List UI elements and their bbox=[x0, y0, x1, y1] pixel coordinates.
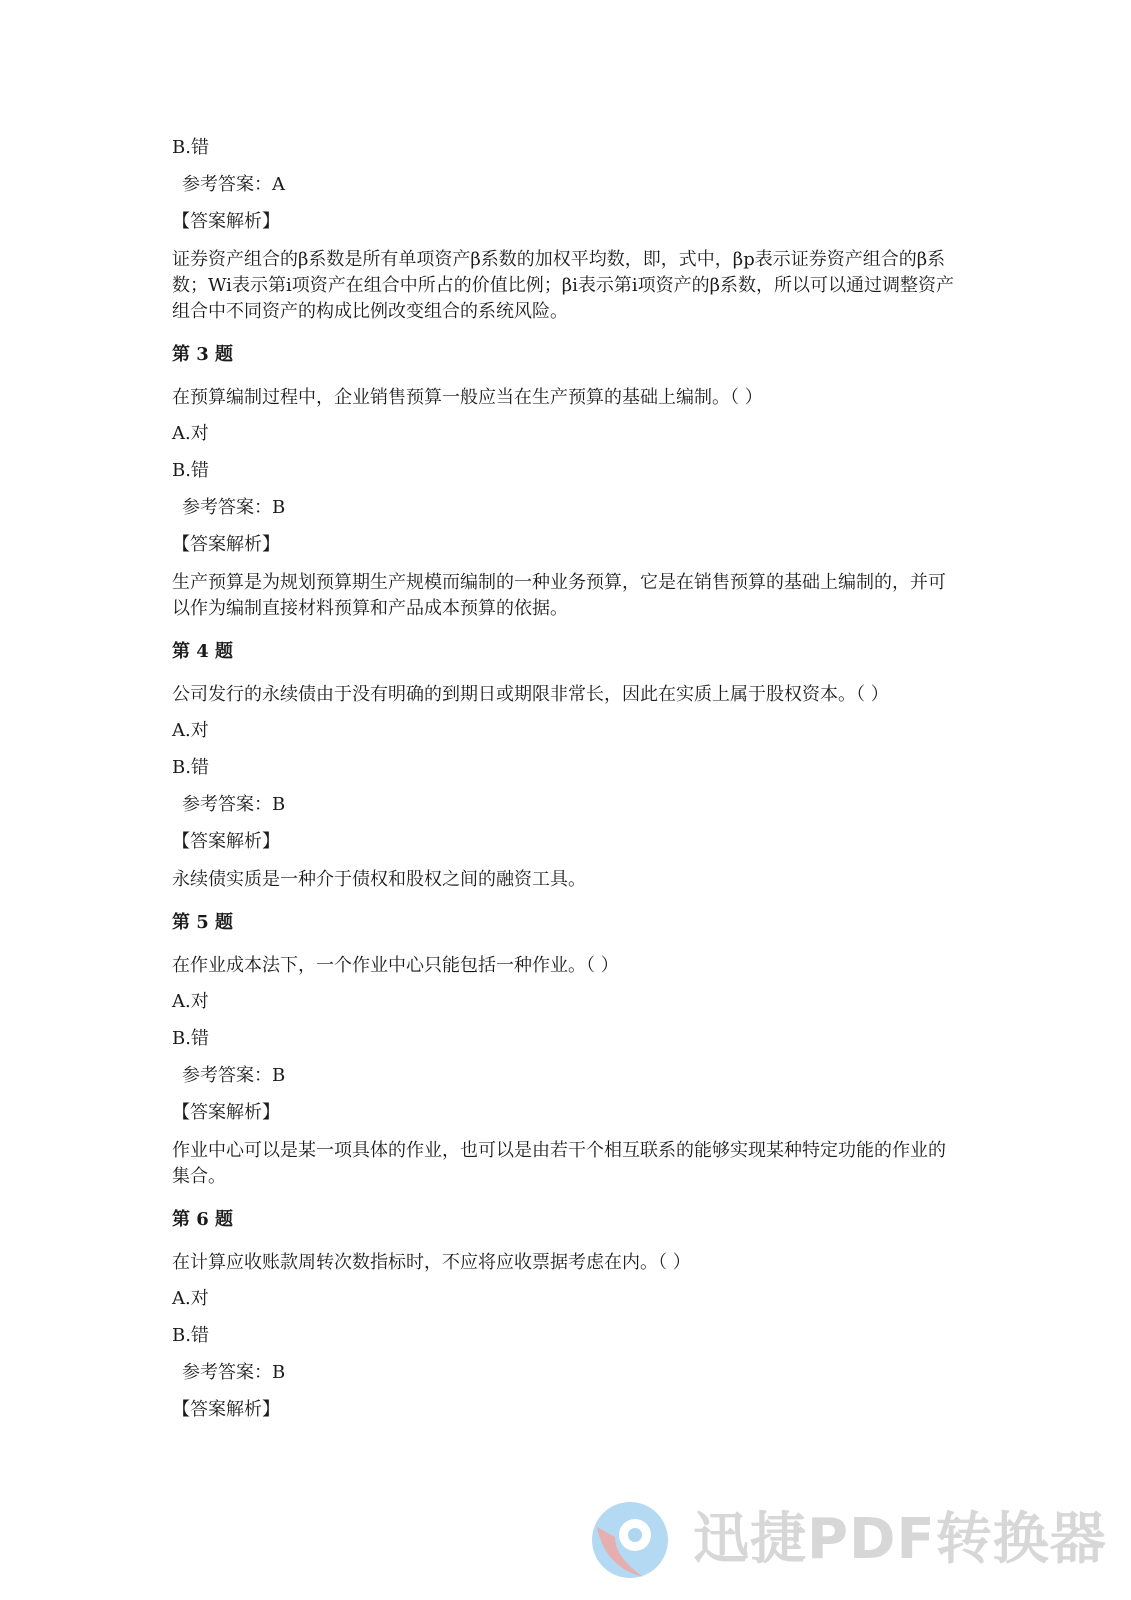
question-title: 第 6 题 bbox=[172, 1209, 234, 1230]
reference-answer: 参考答案：B bbox=[182, 497, 286, 518]
question-text: 在作业成本法下，一个作业中心只能包括一种作业。（ ） bbox=[172, 955, 619, 976]
question-text: 在预算编制过程中，企业销售预算一般应当在生产预算的基础上编制。（ ） bbox=[172, 387, 763, 408]
question-3 bbox=[172, 343, 962, 622]
question-5 bbox=[172, 911, 962, 1190]
watermark bbox=[585, 1497, 1105, 1583]
question-text: 公司发行的永续债由于没有明确的到期日或期限非常长，因此在实质上属于股权资本。（ ） bbox=[172, 684, 889, 705]
option-a: A.对 bbox=[172, 991, 209, 1012]
reference-answer: 参考答案：B bbox=[182, 1065, 286, 1086]
analysis-text: 作业中心可以是某一项具体的作业，也可以是由若干个相互联系的能够实现某种特定功能的作业的集合。 bbox=[172, 1140, 946, 1187]
reference-answer: 参考答案：B bbox=[182, 794, 286, 815]
analysis-text: 永续债实质是一种介于债权和股权之间的融资工具。 bbox=[172, 869, 586, 890]
option-a: A.对 bbox=[172, 423, 209, 444]
option-a: A.对 bbox=[172, 1288, 209, 1309]
analysis-heading: 【答案解析】 bbox=[172, 534, 280, 555]
question-4 bbox=[172, 640, 962, 893]
analysis-text: 证券资产组合的β系数是所有单项资产β系数的加权平均数，即，式中，βp表示证券资产组合的β系数；Wi表示第i项资产在组合中所占的价值比例；βi表示第i项资产的β系数，所以可以通过调整资产组合中不同资产的构成比例改变组合的系统风险。 bbox=[172, 249, 955, 322]
xunjie-logo-icon bbox=[585, 1497, 675, 1583]
analysis-heading: 【答案解析】 bbox=[172, 1102, 280, 1123]
reference-answer: 参考答案：A bbox=[182, 174, 285, 195]
reference-answer: 参考答案：B bbox=[182, 1362, 286, 1383]
question-title: 第 3 题 bbox=[172, 344, 234, 365]
question-title: 第 4 题 bbox=[172, 641, 234, 662]
option-b: B.错 bbox=[172, 1028, 209, 1049]
option-b: B.错 bbox=[172, 460, 209, 481]
option-b: B.错 bbox=[172, 1325, 209, 1346]
analysis-text: 生产预算是为规划预算期生产规模而编制的一种业务预算，它是在销售预算的基础上编制的，并可以作为编制直接材料预算和产品成本预算的依据。 bbox=[172, 572, 946, 619]
option-b: B.错 bbox=[172, 137, 209, 158]
question-title: 第 5 题 bbox=[172, 912, 234, 933]
question-text: 在计算应收账款周转次数指标时，不应将应收票据考虑在内。（ ） bbox=[172, 1252, 691, 1273]
option-a: A.对 bbox=[172, 720, 209, 741]
question-6 bbox=[172, 1208, 962, 1422]
option-b: B.错 bbox=[172, 757, 209, 778]
analysis-heading: 【答案解析】 bbox=[172, 831, 280, 852]
analysis-heading: 【答案解析】 bbox=[172, 1399, 280, 1420]
analysis-heading: 【答案解析】 bbox=[172, 211, 280, 232]
page-content bbox=[172, 136, 962, 1435]
watermark-text: 迅捷PDF转换器 bbox=[693, 1507, 1107, 1572]
